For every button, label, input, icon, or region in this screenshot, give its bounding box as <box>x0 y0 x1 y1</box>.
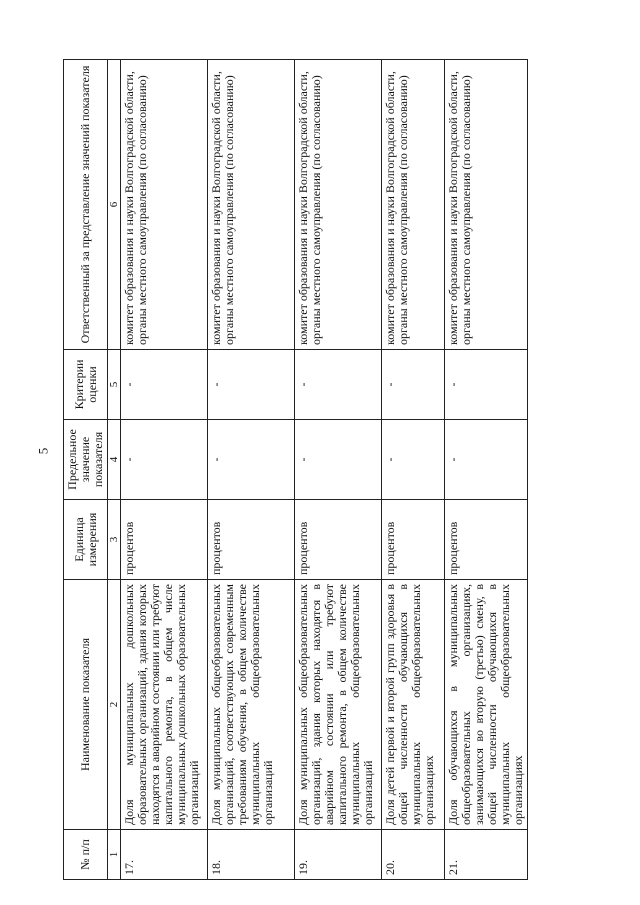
row-criteria: - <box>295 350 382 420</box>
rotated-table-stage <box>63 60 583 880</box>
row-unit: процентов <box>445 500 528 580</box>
page-number: 5 <box>35 447 51 455</box>
row-responsible: комитет образования и науки Волгоградской области, органы местного самоуправления (по согласованию) <box>445 60 528 350</box>
row-limit: - <box>208 420 295 500</box>
column-number: 1 <box>108 830 121 880</box>
row-name: Доля детей первой и второй групп здоровья в общей численности обучающихся в муниципальных общеобразовательных организациях <box>382 580 445 830</box>
header-criteria: Критерии оценки <box>64 350 108 420</box>
header-unit: Единица измерения <box>64 500 108 580</box>
table-row <box>121 60 208 880</box>
row-num: 17. <box>121 830 208 880</box>
row-criteria: - <box>121 350 208 420</box>
row-criteria: - <box>208 350 295 420</box>
row-num: 19. <box>295 830 382 880</box>
table-row <box>445 60 528 880</box>
row-name: Доля муниципальных общеобразовательных организаций, здания которых находятся в аварийном состоянии или требуют капитального ремонта, в общем количестве муниципальных общеобразовательных организаций <box>295 580 382 830</box>
column-number: 5 <box>108 350 121 420</box>
header-name: Наименование показателя <box>64 580 108 830</box>
row-name: Доля обучающихся в муниципальных общеобразовательных организациях, занимающихся во вторую (третью) смену, в общей численности обучающихся в муниципальных общеобразовательных организациях <box>445 580 528 830</box>
row-responsible: комитет образования и науки Волгоградской области, органы местного самоуправления (по согласованию) <box>382 60 445 350</box>
row-responsible: комитет образования и науки Волгоградской области, органы местного самоуправления (по согласованию) <box>295 60 382 350</box>
row-responsible: комитет образования и науки Волгоградской области, органы местного самоуправления (по согласованию) <box>121 60 208 350</box>
row-num: 18. <box>208 830 295 880</box>
header-responsible: Ответственный за представление значений показателя <box>64 60 108 350</box>
row-criteria: - <box>445 350 528 420</box>
row-limit: - <box>445 420 528 500</box>
table-header-row <box>64 60 108 880</box>
row-unit: процентов <box>382 500 445 580</box>
row-name: Доля муниципальных дошкольных образовательных организаций, здания которых находятся в аварийном состоянии или требуют капитального ремонта, в общем числе муниципальных дошкольных образовательных организаций <box>121 580 208 830</box>
column-number: 6 <box>108 60 121 350</box>
table-row <box>208 60 295 880</box>
row-limit: - <box>382 420 445 500</box>
indicators-table <box>63 59 528 880</box>
table-row <box>382 60 445 880</box>
row-responsible: комитет образования и науки Волгоградской области, органы местного самоуправления (по согласованию) <box>208 60 295 350</box>
row-limit: - <box>121 420 208 500</box>
column-number: 2 <box>108 580 121 830</box>
row-unit: процентов <box>121 500 208 580</box>
table-row <box>295 60 382 880</box>
column-number-row <box>108 60 121 880</box>
column-number: 4 <box>108 420 121 500</box>
row-unit: процентов <box>208 500 295 580</box>
row-unit: процентов <box>295 500 382 580</box>
row-num: 20. <box>382 830 445 880</box>
row-name: Доля муниципальных общеобразовательных организаций, соответствующих современным требованиям обучения, в общем количестве муниципальных общеобразовательных организаций <box>208 580 295 830</box>
row-num: 21. <box>445 830 528 880</box>
header-num: № п/п <box>64 830 108 880</box>
row-limit: - <box>295 420 382 500</box>
column-number: 3 <box>108 500 121 580</box>
header-limit: Предельное значение показателя <box>64 420 108 500</box>
row-criteria: - <box>382 350 445 420</box>
